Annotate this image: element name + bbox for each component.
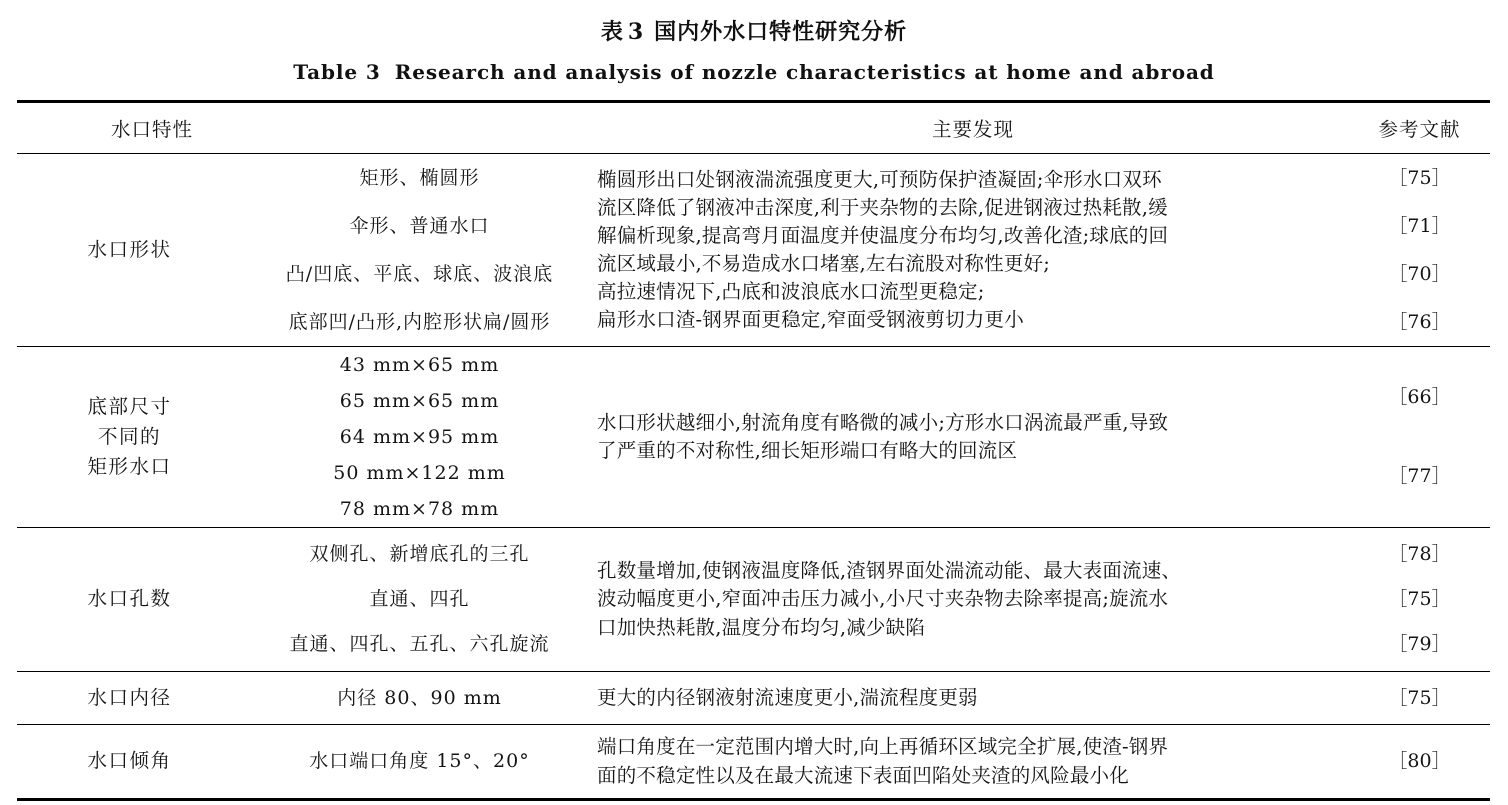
table-title-cn-label: 表: [600, 19, 624, 45]
table-title-cn-text: 国内外水口特性研究分析: [654, 19, 908, 45]
findings-line: 流区域最小,不易造成水口堵塞,左右流股对称性更好;: [597, 252, 1050, 275]
row-findings: [597, 672, 1349, 725]
reference-item: ［76］: [1388, 310, 1451, 333]
row-specs: [242, 725, 597, 800]
findings-line: 扁形水口渣-钢界面更稳定,窄面受钢液剪切力更小: [597, 308, 1024, 332]
findings-line: 波动幅度更小,窄面冲击压力减小,小尺寸夹杂物去除率提高;旋流水: [597, 587, 1169, 611]
findings-line: 解偏析现象,提高弯月面温度并使温度分布均匀,改善化渣;球底的回: [597, 223, 1169, 247]
column-header-feature-label: 水口特性: [111, 118, 194, 141]
spec-item: 43 mm×65 mm: [339, 353, 500, 376]
reference-item: ［70］: [1388, 262, 1451, 285]
reference-item: ［75］: [1388, 588, 1451, 610]
row-specs: [242, 672, 597, 725]
table-title-chinese: [0, 0, 1508, 44]
reference-item: ［77］: [1388, 465, 1451, 487]
reference-item: ［78］: [1388, 543, 1451, 565]
row-findings: [597, 154, 1349, 347]
spec-item: 伞形、普通水口: [349, 214, 490, 237]
reference-item: ［66］: [1388, 386, 1451, 408]
spec-item: 直通、四孔: [369, 588, 470, 610]
table-title-en-number: 3: [365, 60, 381, 85]
findings-line: 椭圆形出口处钢液湍流强度更大,可预防保护渣凝固;伞形水口双环: [597, 167, 1162, 191]
row-findings: [597, 347, 1349, 528]
row-category: 底部尺寸 不同的 矩形水口: [87, 394, 172, 479]
row-category: 水口倾角: [87, 749, 172, 773]
reference-item: ［80］: [1388, 750, 1451, 772]
table-row: [17, 672, 1490, 725]
table: [17, 100, 1490, 801]
nozzle-characteristics-table: [17, 100, 1490, 801]
row-references: [1349, 347, 1490, 528]
spec-item: 凸/凹底、平底、球底、波浪底: [285, 262, 554, 285]
spec-item: 底部凹/凸形,内腔形状扁/圆形: [288, 310, 551, 333]
table-title-cn-number: 3: [627, 19, 645, 45]
findings-line: 了严重的不对称性,细长矩形端口有略大的回流区: [597, 439, 1018, 462]
spec-item: 78 mm×78 mm: [339, 497, 500, 520]
column-header-references: 参考文献: [1378, 118, 1461, 141]
reference-item: ［75］: [1388, 686, 1451, 709]
table-header-row: [17, 102, 1490, 154]
findings-line: 口加快热耗散,温度分布均匀,减少缺陷: [597, 615, 926, 639]
spec-item: 内径 80、90 mm: [337, 686, 502, 709]
findings-line: 高拉速情况下,凸底和波浪底水口流型更稳定;: [597, 280, 985, 304]
table-row: [17, 154, 1490, 347]
row-references: [1349, 154, 1490, 347]
row-references: [1349, 725, 1490, 800]
row-category: 水口内径: [87, 685, 172, 709]
spec-item: 矩形、椭圆形: [359, 166, 480, 189]
table-title-english: [0, 44, 1508, 83]
column-header-findings: 主要发现: [932, 118, 1015, 141]
table-row: [17, 347, 1490, 528]
row-category: 水口形状: [87, 237, 172, 261]
findings-line: 端口角度在一定范围内增大时,向上再循环区域完全扩展,使渣-钢界: [597, 735, 1169, 759]
findings-line: 面的不稳定性以及在最大流速下表面凹陷处夹渣的风险最小化: [597, 763, 1129, 787]
reference-item: ［79］: [1388, 633, 1451, 655]
row-references: [1349, 528, 1490, 672]
findings-line: 流区降低了钢液冲击深度,利于夹杂物的去除,促进钢液过热耗散,缓: [597, 195, 1168, 219]
table-title-en-text: Research and analysis of nozzle characteristics at home and abroad: [394, 60, 1215, 85]
spec-item: 水口端口角度 15°、20°: [309, 750, 530, 772]
spec-item: 直通、四孔、五孔、六孔旋流: [289, 633, 550, 655]
row-category: 水口孔数: [87, 587, 172, 611]
table-row: [17, 725, 1490, 800]
findings-line: 更大的内径钢液射流速度更小,湍流程度更弱: [597, 685, 978, 709]
row-specs: [242, 528, 597, 672]
column-header-feature: [17, 102, 597, 154]
spec-item: 64 mm×95 mm: [339, 425, 500, 448]
reference-item: ［71］: [1388, 214, 1451, 237]
reference-item: ［75］: [1388, 166, 1451, 189]
findings-line: 水口形状越细小,射流角度有略微的减小;方形水口涡流最严重,导致: [597, 410, 1169, 434]
row-specs: [242, 154, 597, 347]
spec-item: 双侧孔、新增底孔的三孔: [309, 543, 530, 565]
row-findings: [597, 725, 1349, 800]
row-findings: [597, 528, 1349, 672]
spec-item: 65 mm×65 mm: [339, 389, 500, 412]
table-title-en-label: Table: [293, 60, 359, 85]
spec-item: 50 mm×122 mm: [333, 461, 506, 484]
row-specs: [242, 347, 597, 528]
findings-line: 孔数量增加,使钢液温度降低,渣钢界面处湍流动能、最大表面流速、: [597, 559, 1182, 583]
table-row: [17, 528, 1490, 672]
row-references: [1349, 672, 1490, 725]
